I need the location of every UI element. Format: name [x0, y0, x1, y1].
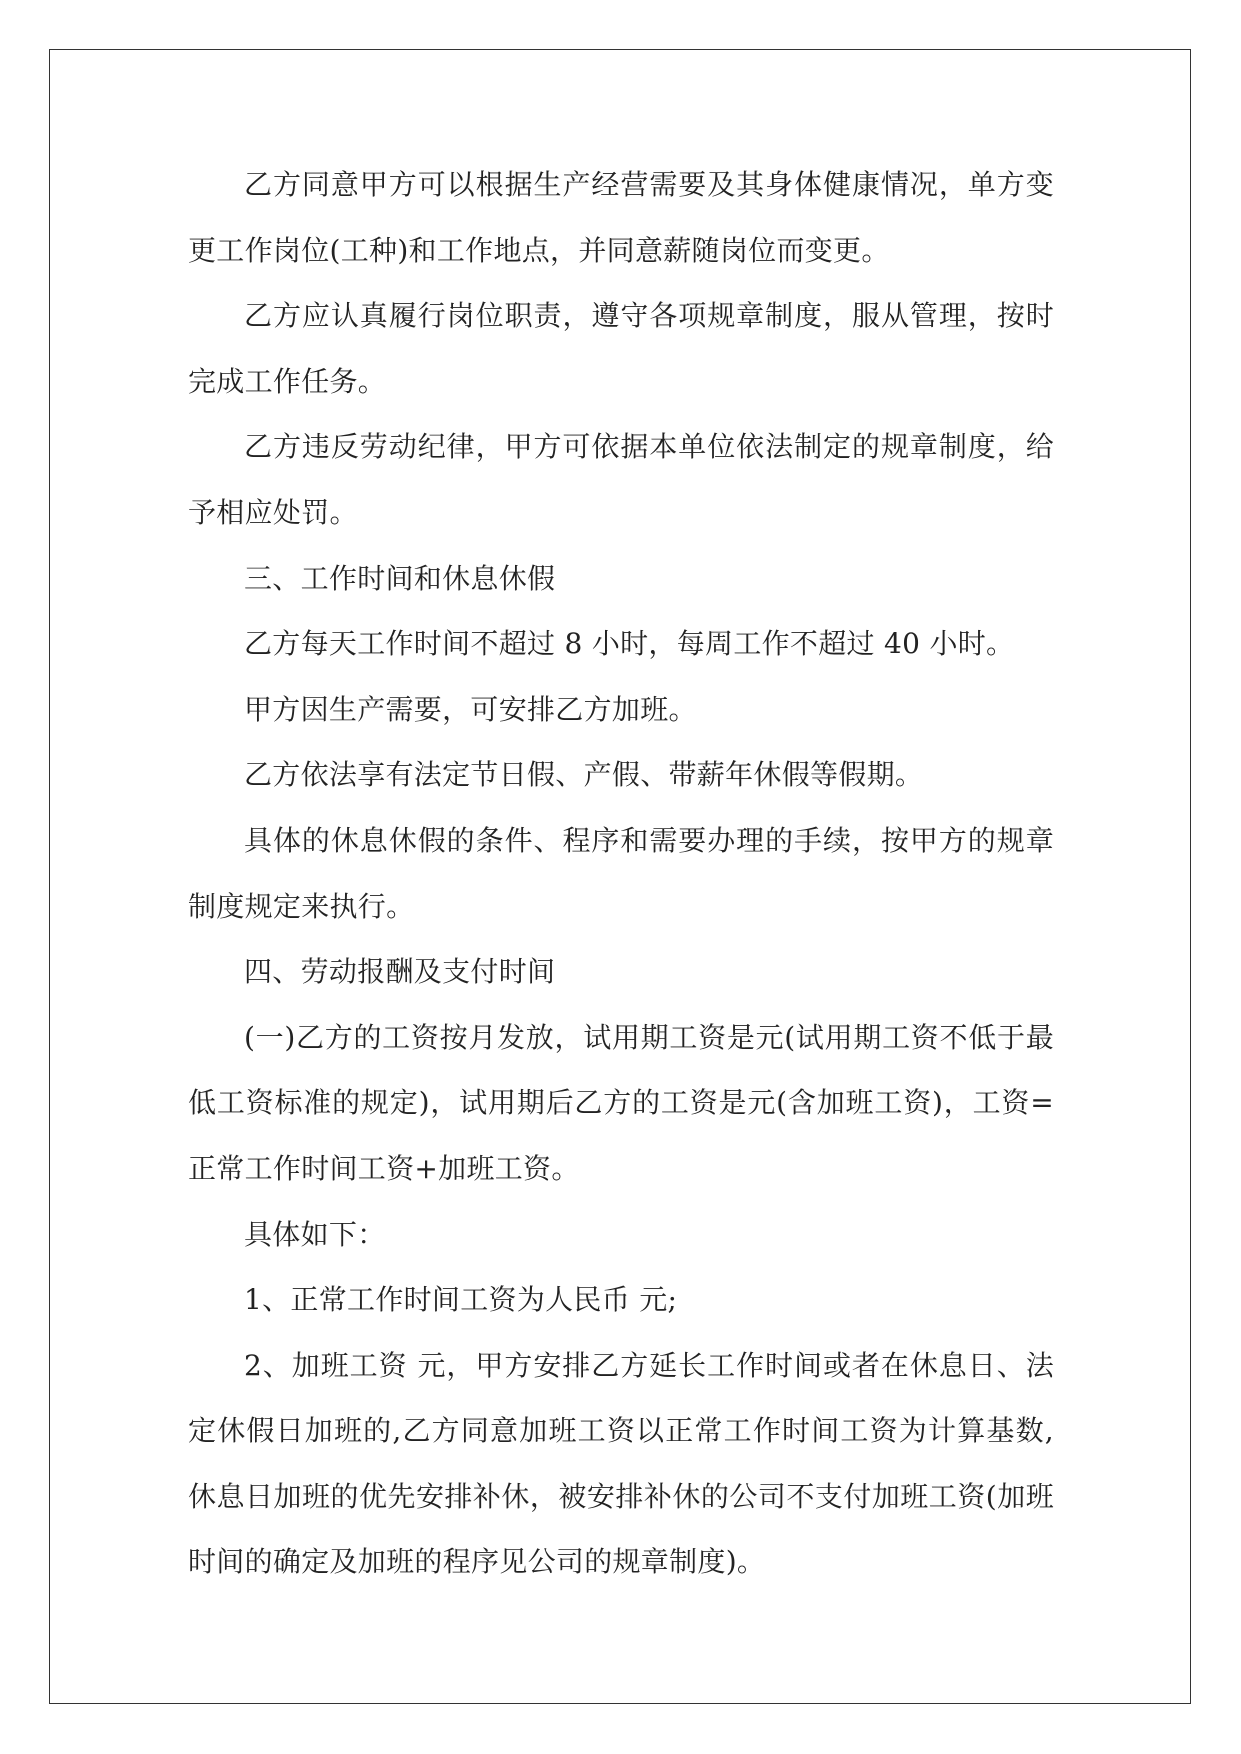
paragraph-wage-payment: (一)乙方的工资按月发放，试用期工资是元(试用期工资不低于最低工资标准的规定)，试用期后乙方的工资是元(含加班工资)，工资=正常工作时间工资+加班工资。 — [188, 1020, 1054, 1185]
paragraph-overtime: 甲方因生产需要，可安排乙方加班。 — [244, 692, 697, 726]
paragraph-role-change: 乙方同意甲方可以根据生产经营需要及其身体健康情况，单方变更工作岗位(工种)和工作地点，并同意薪随岗位而变更。 — [188, 168, 1054, 267]
section-heading-pay: 四、劳动报酬及支付时间 — [244, 955, 556, 989]
paragraph-discipline: 乙方违反劳动纪律，甲方可依据本单位依法制定的规章制度，给予相应处罚。 — [188, 430, 1054, 529]
list-item-regular-wage: 1、正常工作时间工资为人民币 元; — [244, 1283, 678, 1317]
list-item-overtime-wage: 2、加班工资 元，甲方安排乙方延长工作时间或者在休息日、法定休假日加班的,乙方同意加班工资以正常工作时间工资为计算基数,休息日加班的优先安排补休，被安排补休的公司不支付加班工资(加班时间的确定及加班的程序见公司的规章制度)。 — [188, 1348, 1054, 1579]
paragraph-details-intro: 具体如下： — [244, 1217, 386, 1251]
document-body — [188, 152, 1054, 1595]
paragraph-duties: 乙方应认真履行岗位职责，遵守各项规章制度，服从管理，按时完成工作任务。 — [188, 299, 1054, 398]
paragraph-daily-hours: 乙方每天工作时间不超过 8 小时，每周工作不超过 40 小时。 — [244, 627, 1015, 661]
paragraph-leave-procedure: 具体的休息休假的条件、程序和需要办理的手续，按甲方的规章制度规定来执行。 — [188, 823, 1054, 923]
section-heading-work-hours: 三、工作时间和休息休假 — [244, 561, 556, 595]
paragraph-holidays: 乙方依法享有法定节日假、产假、带薪年休假等假期。 — [244, 758, 924, 792]
